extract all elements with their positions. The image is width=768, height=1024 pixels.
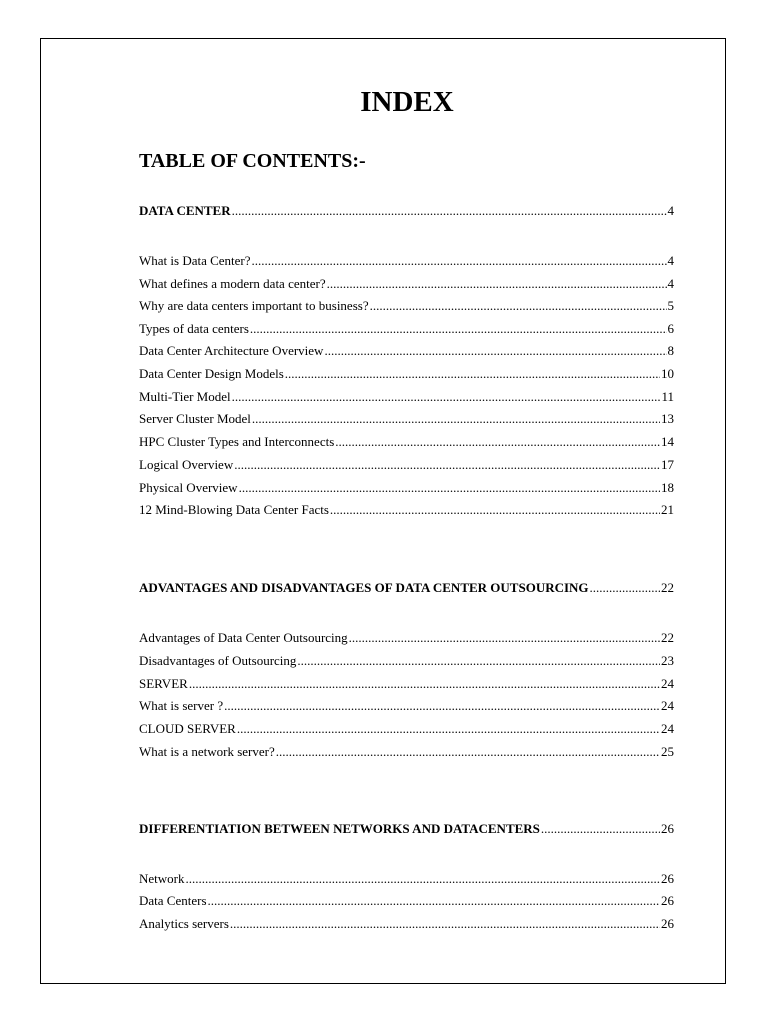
toc-page-number: 10: [661, 366, 674, 381]
dot-leader: [590, 580, 660, 596]
toc-page-number: 4: [667, 203, 674, 218]
toc-page-number: 17: [661, 457, 674, 472]
toc-entry-label: DIFFERENTIATION BETWEEN NETWORKS AND DATACENTERS: [139, 821, 540, 836]
toc-entry-label: 12 Mind-Blowing Data Center Facts: [139, 502, 329, 517]
toc-page-number: 5: [667, 298, 674, 313]
toc-entry[interactable]: [139, 253, 674, 269]
toc-page-number: 22: [661, 580, 674, 595]
toc-entry[interactable]: [139, 871, 674, 887]
toc-page-number: 23: [661, 653, 674, 668]
toc-entry-label: CLOUD SERVER: [139, 721, 236, 736]
dot-leader: [252, 253, 667, 269]
toc-entry[interactable]: [139, 698, 674, 714]
page-title: INDEX: [360, 86, 454, 118]
toc-entry[interactable]: [139, 457, 674, 473]
toc-entry-label: Physical Overview: [139, 480, 238, 495]
dot-leader: [285, 366, 660, 382]
dot-leader: [230, 916, 660, 932]
toc-entry-label: Logical Overview: [139, 457, 234, 472]
dot-leader: [232, 389, 661, 405]
toc-page-number: 8: [667, 343, 674, 358]
toc-page-number: 4: [667, 276, 674, 291]
toc-page-number: 18: [661, 480, 674, 495]
toc-page-number: 24: [661, 676, 674, 691]
dot-leader: [224, 698, 660, 714]
dot-leader: [541, 821, 660, 837]
toc-entry[interactable]: [139, 434, 674, 450]
toc-page-number: 14: [661, 434, 674, 449]
toc-page-number: 26: [661, 871, 674, 886]
toc-page-number: 24: [661, 698, 674, 713]
toc-entry-label: Data Center Design Models: [139, 366, 284, 381]
toc-entry-label: HPC Cluster Types and Interconnects: [139, 434, 335, 449]
dot-leader: [252, 411, 660, 427]
dot-leader: [370, 298, 667, 314]
dot-leader: [237, 721, 660, 737]
toc-page-number: 25: [661, 744, 674, 759]
toc-page-number: 21: [661, 502, 674, 517]
dot-leader: [234, 457, 660, 473]
toc-entry[interactable]: [139, 893, 674, 909]
toc-entry-label: What is server ?: [139, 698, 224, 713]
toc-entry[interactable]: [139, 630, 674, 646]
dot-leader: [250, 321, 667, 337]
toc-entry-label: Why are data centers important to business?: [139, 298, 369, 313]
toc-entry[interactable]: [139, 321, 674, 337]
toc-page-number: 26: [661, 893, 674, 908]
toc-entry-label: Multi-Tier Model: [139, 389, 231, 404]
dot-leader: [239, 480, 660, 496]
toc-entry[interactable]: [139, 480, 674, 496]
toc-page-number: 11: [661, 389, 674, 404]
dot-leader: [208, 893, 660, 909]
toc-entry-label: What defines a modern data center?: [139, 276, 326, 291]
toc-entry-label: Server Cluster Model: [139, 411, 251, 426]
toc-heading: TABLE OF CONTENTS:-: [139, 150, 366, 172]
dot-leader: [327, 276, 667, 292]
toc-entry-label: Data Center Architecture Overview: [139, 343, 324, 358]
dot-leader: [232, 203, 667, 219]
toc-entry[interactable]: [139, 676, 674, 692]
toc-entry[interactable]: [139, 653, 674, 669]
toc-entry-label: Network: [139, 871, 185, 886]
toc-entry-label: SERVER: [139, 676, 188, 691]
toc-page-number: 22: [661, 630, 674, 645]
toc-entry-label: Analytics servers: [139, 916, 229, 931]
dot-leader: [335, 434, 660, 450]
toc-entry[interactable]: [139, 276, 674, 292]
toc-page-number: 6: [667, 321, 674, 336]
toc-entry[interactable]: [139, 366, 674, 382]
toc-entry[interactable]: [139, 343, 674, 359]
dot-leader: [349, 630, 660, 646]
dot-leader: [189, 676, 660, 692]
toc-entry[interactable]: [139, 916, 674, 932]
toc-page-number: 4: [667, 253, 674, 268]
toc-page-number: 13: [661, 411, 674, 426]
toc-entry-label: Data Centers: [139, 893, 207, 908]
toc-entry-label: DATA CENTER: [139, 203, 231, 218]
toc-entry-label: What is a network server?: [139, 744, 275, 759]
toc-entry-label: Disadvantages of Outsourcing: [139, 653, 297, 668]
toc-entry-label: Advantages of Data Center Outsourcing: [139, 630, 348, 645]
toc-entry-outsourcing[interactable]: [139, 580, 674, 596]
toc-entry[interactable]: [139, 298, 674, 314]
toc-entry[interactable]: [139, 411, 674, 427]
toc-entry[interactable]: [139, 721, 674, 737]
dot-leader: [297, 653, 660, 669]
toc-page-number: 26: [661, 821, 674, 836]
dot-leader: [276, 744, 660, 760]
toc-entry-label: What is Data Center?: [139, 253, 251, 268]
toc-entry-label: ADVANTAGES AND DISADVANTAGES OF DATA CENTER OUTSOURCING: [139, 580, 589, 595]
toc-entry-data-center[interactable]: [139, 203, 674, 219]
toc-entry[interactable]: [139, 744, 674, 760]
dot-leader: [324, 343, 666, 359]
dot-leader: [330, 502, 660, 518]
toc-entry-label: Types of data centers: [139, 321, 249, 336]
dot-leader: [186, 871, 661, 887]
toc-entry[interactable]: [139, 389, 674, 405]
toc-page-number: 24: [661, 721, 674, 736]
toc-entry-differentiation[interactable]: [139, 821, 674, 837]
toc-page-number: 26: [661, 916, 674, 931]
toc-entry[interactable]: [139, 502, 674, 518]
